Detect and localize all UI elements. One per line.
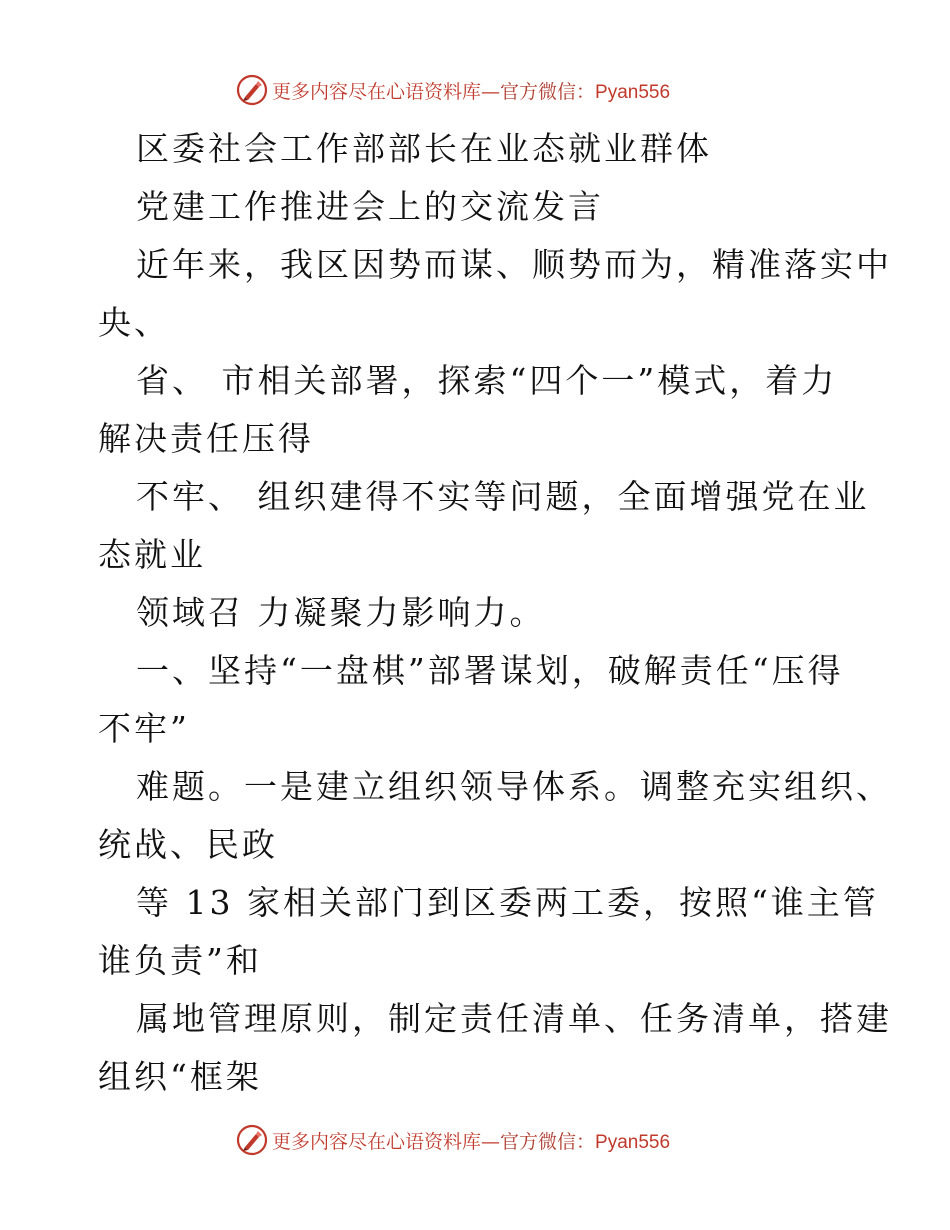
watermark-separator: — (481, 80, 501, 103)
paragraph-line: 领域召 力凝聚力影响力。 (136, 593, 546, 632)
footer-watermark (236, 1123, 670, 1157)
pen-logo-icon (236, 1124, 268, 1156)
watermark-separator: — (481, 1130, 501, 1153)
watermark-site-text: 更多内容尽在心语资料库 (272, 80, 482, 103)
watermark-text (272, 77, 670, 104)
paragraph-line: 组织“框架 (98, 1057, 262, 1096)
section-heading-line: 不牢” (98, 709, 190, 748)
watermark-official-label: 官方微信： (500, 80, 596, 103)
section-heading-line: 一、坚持“一盘棋”部署谋划，破解责任“压得 (136, 651, 844, 690)
watermark-text (272, 1127, 670, 1154)
paragraph-line: 央、 (98, 303, 170, 342)
doc-title-line-2: 党建工作推进会上的交流发言 (136, 187, 604, 226)
doc-title-line-1: 区委社会工作部部长在业态就业群体 (136, 129, 712, 168)
paragraph-line: 解决责任压得 (98, 419, 314, 458)
paragraph-line: 省、 市相关部署，探索“四个一”模式，着力 (136, 361, 838, 400)
header-watermark (236, 73, 670, 107)
paragraph-line: 不牢、 组织建得不实等问题，全面增强党在业 (136, 477, 870, 516)
paragraph-line: 谁负责”和 (98, 941, 262, 980)
paragraph-line: 难题。一是建立组织领导体系。调整充实组织、 (136, 767, 892, 806)
watermark-official-label: 官方微信： (500, 1130, 596, 1153)
watermark-site-text: 更多内容尽在心语资料库 (272, 1130, 482, 1153)
paragraph-line: 属地管理原则，制定责任清单、任务清单，搭建 (136, 999, 892, 1038)
paragraph-line: 等 13 家相关部门到区委两工委，按照“谁主管 (136, 883, 879, 922)
paragraph-line: 近年来，我区因势而谋、顺势而为，精准落实中 (136, 245, 892, 284)
paragraph-line: 统战、民政 (98, 825, 278, 864)
paragraph-line: 态就业 (98, 535, 206, 574)
watermark-wechat-id: Pyan556 (595, 1131, 671, 1153)
pen-logo-icon (236, 74, 268, 106)
watermark-wechat-id: Pyan556 (595, 81, 671, 103)
